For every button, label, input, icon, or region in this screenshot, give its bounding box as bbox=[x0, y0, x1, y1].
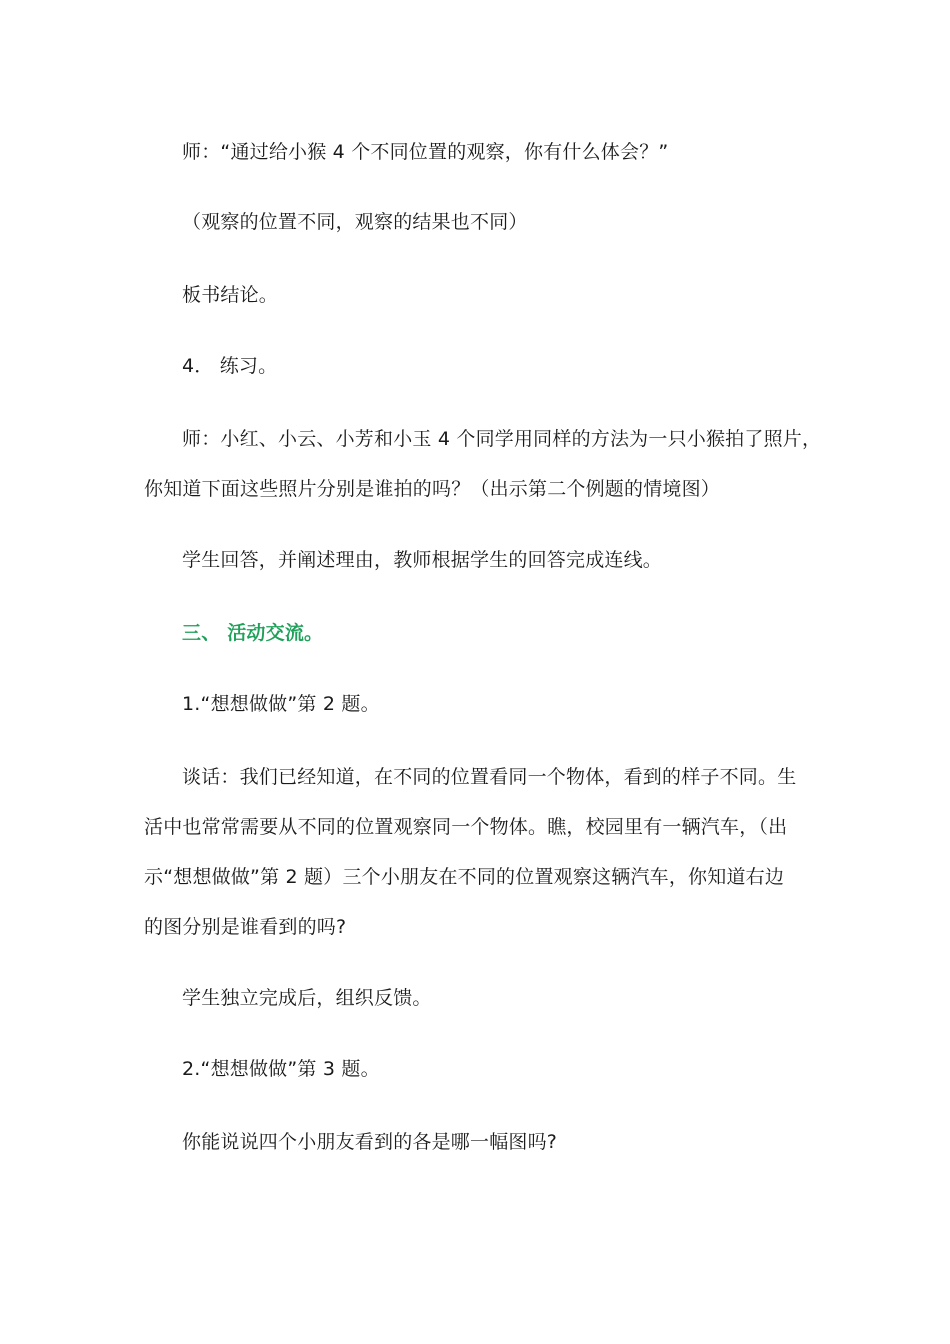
paragraph-talk-line-3: 示“想想做做”第 2 题）三个小朋友在不同的位置观察这辆汽车，你知道右边 bbox=[144, 866, 785, 888]
paragraph-teacher-question: 师：“通过给小猴 4 个不同位置的观察，你有什么体会？” bbox=[182, 141, 669, 163]
paragraph-talk-line-4: 的图分别是谁看到的吗? bbox=[144, 916, 347, 938]
paragraph-photo-question-line-2: 你知道下面这些照片分别是谁拍的吗？（出示第二个例题的情境图） bbox=[144, 478, 721, 500]
paragraph-exercise-3: 2.“想想做做”第 3 题。 bbox=[182, 1058, 380, 1080]
paragraph-exercise-2: 1.“想想做做”第 2 题。 bbox=[182, 693, 380, 715]
section-heading-activity: 三、 活动交流。 bbox=[182, 622, 324, 644]
paragraph-board-conclusion: 板书结论。 bbox=[182, 284, 279, 306]
paragraph-observation-answer: （观察的位置不同，观察的结果也不同） bbox=[182, 211, 528, 233]
paragraph-feedback: 学生独立完成后，组织反馈。 bbox=[182, 987, 432, 1009]
paragraph-talk-line-1: 谈话：我们已经知道，在不同的位置看同一个物体，看到的样子不同。生 bbox=[182, 766, 797, 788]
paragraph-talk-line-2: 活中也常常需要从不同的位置观察同一个物体。瞧，校园里有一辆汽车，（出 bbox=[144, 816, 788, 838]
paragraph-practice-heading: 4． 练习。 bbox=[182, 355, 278, 377]
paragraph-final-question: 你能说说四个小朋友看到的各是哪一幅图吗? bbox=[182, 1131, 558, 1153]
paragraph-photo-question-line-1: 师：小红、小云、小芳和小玉 4 个同学用同样的方法为一只小猴拍了照片， bbox=[182, 428, 822, 450]
paragraph-student-answer: 学生回答，并阐述理由，教师根据学生的回答完成连线。 bbox=[182, 549, 663, 571]
